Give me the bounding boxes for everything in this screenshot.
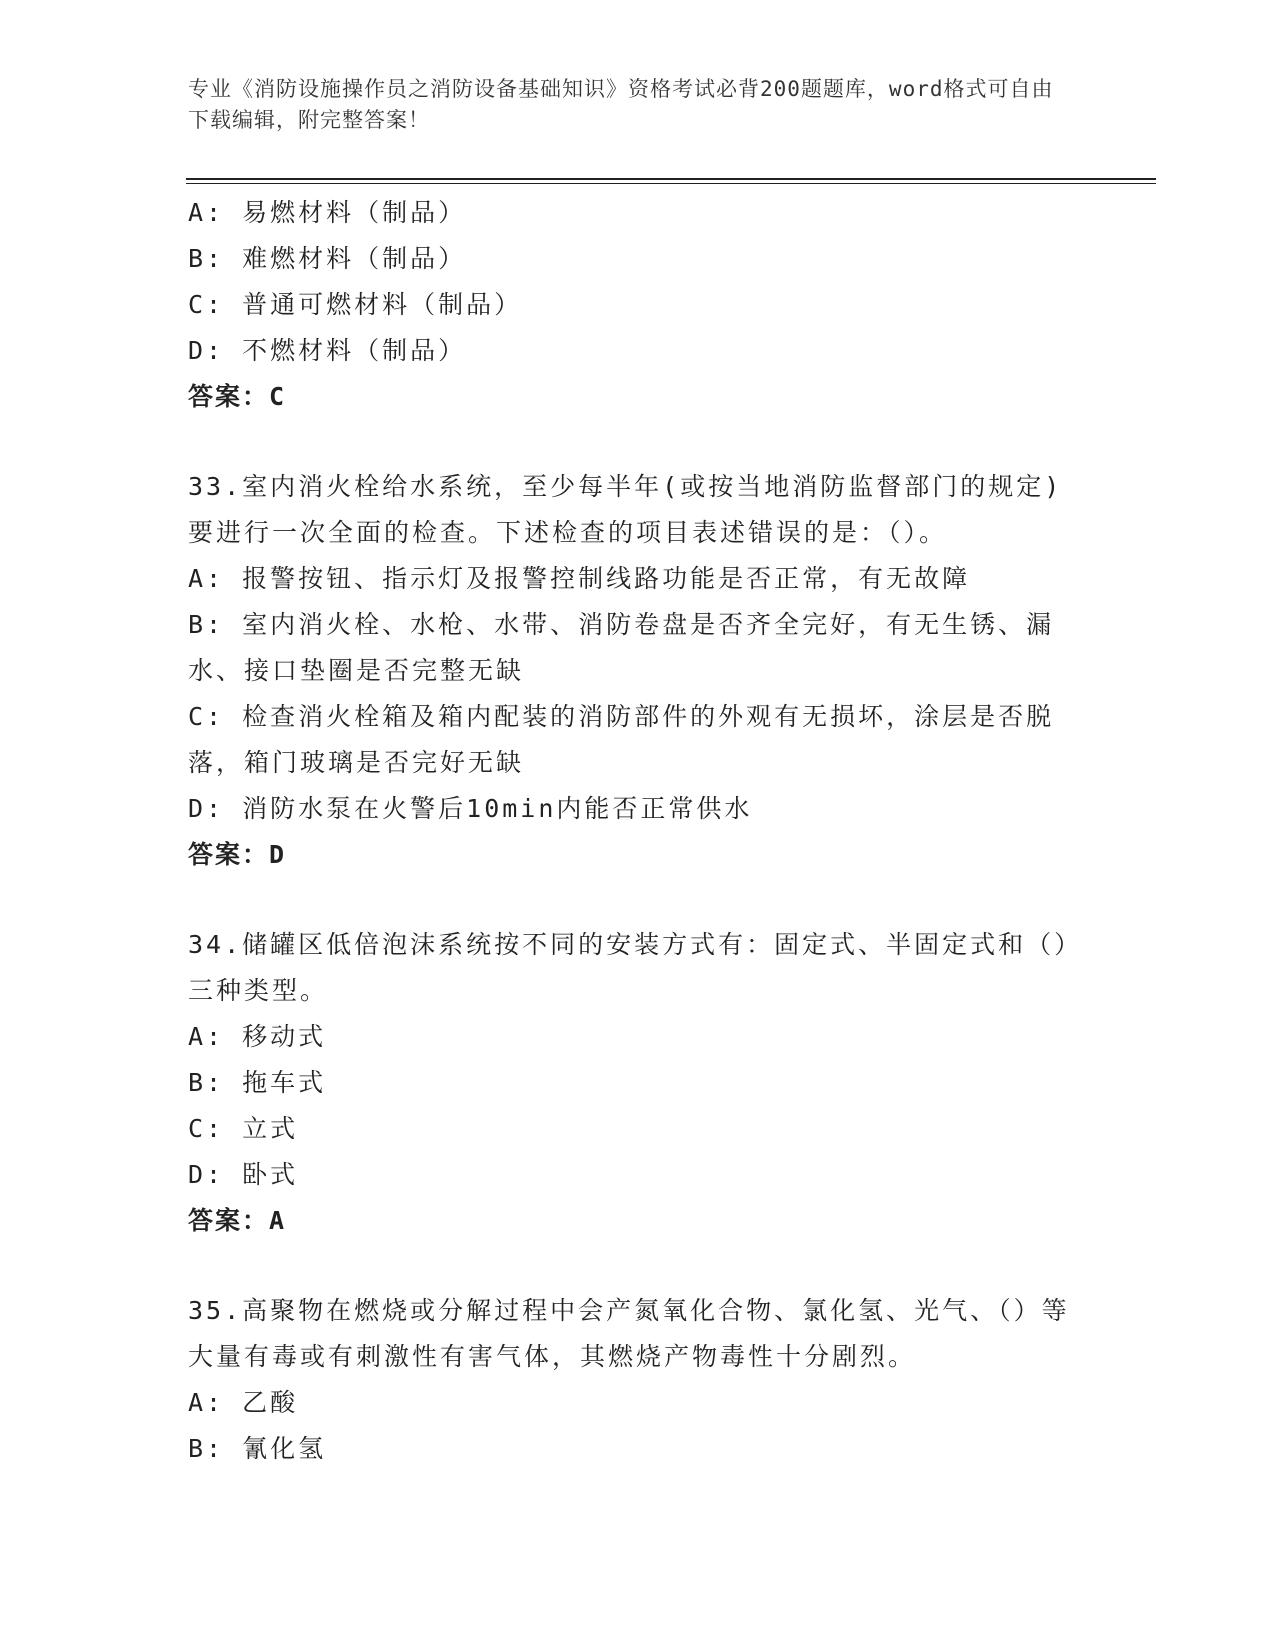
question-stem: 35.高聚物在燃烧或分解过程中会产氮氧化合物、氯化氢、光气、（）等大量有毒或有刺激性有害气体，其燃烧产物毒性十分剧烈。 [188, 1296, 1070, 1371]
option-a: A: 移动式 [188, 1022, 327, 1051]
option-a: A: 报警按钮、指示灯及报警控制线路功能是否正常，有无故障 [188, 564, 971, 593]
question-stem: 34.储罐区低倍泡沫系统按不同的安装方式有：固定式、半固定式和（）三种类型。 [188, 930, 1083, 1005]
option-b: B: 难燃材料（制品） [188, 244, 467, 273]
question-block [188, 190, 1088, 420]
option-c: C: 普通可燃材料（制品） [188, 290, 523, 319]
option-d: D: 消防水泵在火警后10min内能否正常供水 [188, 794, 753, 823]
option-a: A: 易燃材料（制品） [188, 198, 467, 227]
option-b: B: 拖车式 [188, 1068, 327, 1097]
option-b: B: 氰化氢 [188, 1434, 327, 1463]
option-b: B: 室内消火栓、水枪、水带、消防卷盘是否齐全完好，有无生锈、漏水、接口垫圈是否完整无缺 [188, 610, 1055, 685]
question-stem: 33.室内消火栓给水系统，至少每半年(或按当地消防监督部门的规定)要进行一次全面的检查。下述检查的项目表述错误的是：（）。 [188, 472, 1063, 547]
answer-line: 答案：A [188, 1206, 287, 1235]
answer-line: 答案：D [188, 840, 287, 869]
question-block [188, 464, 1088, 878]
answer-line: 答案：C [188, 382, 287, 411]
option-c: C: 检查消火栓箱及箱内配装的消防部件的外观有无损坏，涂层是否脱落，箱门玻璃是否完好无缺 [188, 702, 1055, 777]
question-block [188, 1288, 1088, 1472]
question-list [188, 190, 1088, 1472]
header-rule-thin [186, 183, 1156, 184]
document-header: 专业《消防设施操作员之消防设备基础知识》资格考试必背200题题库，word格式可自由下载编辑，附完整答案！ [188, 77, 1054, 132]
question-block [188, 922, 1088, 1244]
option-c: C: 立式 [188, 1114, 299, 1143]
header-rule-thick [186, 178, 1156, 180]
option-d: D: 卧式 [188, 1160, 299, 1189]
option-d: D: 不燃材料（制品） [188, 336, 467, 365]
option-a: A: 乙酸 [188, 1388, 299, 1417]
